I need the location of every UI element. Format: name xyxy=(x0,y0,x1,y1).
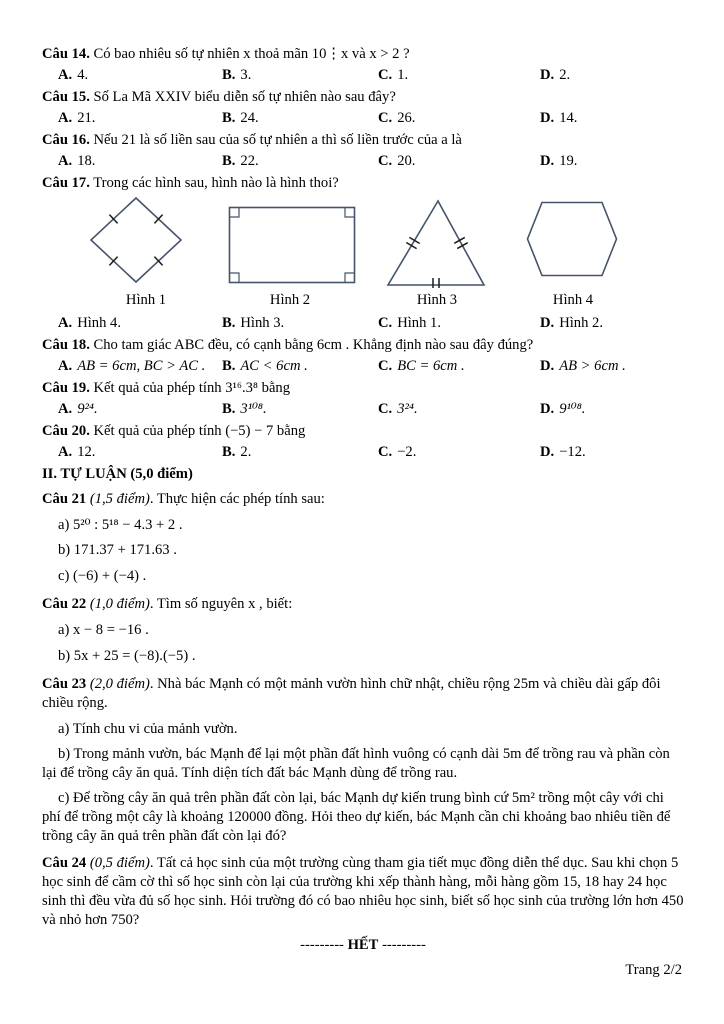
option-value: 4. xyxy=(77,66,89,83)
option-b xyxy=(222,66,378,85)
option-letter: C. xyxy=(378,400,393,417)
option-value: 14. xyxy=(559,109,578,126)
question-label: Câu 24 xyxy=(42,855,87,872)
part-22b: b) 5x + 25 = (−8).(−5) . xyxy=(58,648,196,665)
end-label: HẾT xyxy=(347,936,379,953)
option-value: Hình 4. xyxy=(77,314,121,331)
option-value: 21. xyxy=(77,109,96,126)
option-letter: D. xyxy=(540,66,555,83)
option-value: 9¹⁰⁸. xyxy=(559,400,586,417)
option-b xyxy=(222,400,378,419)
option-letter: C. xyxy=(378,314,393,331)
question-text: Kết quả của phép tính 3¹⁶.3⁸ bằng xyxy=(93,379,291,396)
option-b xyxy=(222,109,378,128)
option-a xyxy=(58,314,222,333)
options-cau-19 xyxy=(42,400,684,419)
options-cau-17 xyxy=(42,314,684,333)
part-21c: c) (−6) + (−4) . xyxy=(58,568,147,585)
option-value: AB = 6cm, BC > AC . xyxy=(77,357,206,374)
question-points: (1,5 điểm) xyxy=(89,490,150,507)
option-letter: D. xyxy=(540,400,555,417)
option-a xyxy=(58,443,222,462)
option-value: BC = 6cm . xyxy=(397,357,465,374)
option-value: Hình 2. xyxy=(559,314,603,331)
question-cau-24 xyxy=(42,854,684,930)
figures-row xyxy=(42,194,684,312)
rectangle-figure xyxy=(228,206,356,284)
option-d xyxy=(540,314,684,333)
option-letter: B. xyxy=(222,443,236,460)
option-letter: C. xyxy=(378,357,393,374)
part-22a: a) x − 8 = −16 . xyxy=(58,622,149,639)
question-label: Câu 17. xyxy=(42,174,90,191)
question-text: Có bao nhiêu số tự nhiên x thoả mãn 10⋮x và x > 2 ? xyxy=(93,46,410,62)
option-value: 22. xyxy=(240,152,259,169)
question-text: Nếu 21 là số liền sau của số tự nhiên a thì số liền trước của a là xyxy=(93,131,462,148)
question-label: Câu 18. xyxy=(42,336,90,353)
part-21a: a) 5²⁰ : 5¹⁸ − 4.3 + 2 . xyxy=(58,516,183,533)
question-cau-22 xyxy=(42,595,684,614)
option-letter: A. xyxy=(58,66,73,83)
option-c xyxy=(378,66,540,85)
question-text: Số La Mã XXIV biểu diễn số tự nhiên nào sau đây? xyxy=(93,88,396,105)
question-cau-18 xyxy=(42,336,684,355)
option-letter: B. xyxy=(222,314,236,331)
option-d xyxy=(540,66,684,85)
question-cau-15 xyxy=(42,88,684,107)
question-label: Câu 16. xyxy=(42,131,90,148)
triangle-figure xyxy=(384,198,488,288)
figure-label-1: Hình 1 xyxy=(125,291,167,308)
option-c xyxy=(378,443,540,462)
rhombus-figure xyxy=(88,196,184,284)
option-a xyxy=(58,400,222,419)
question-cau-20 xyxy=(42,422,684,441)
option-letter: D. xyxy=(540,443,555,460)
question-points: (0,5 điểm) xyxy=(89,855,150,872)
option-a xyxy=(58,357,222,376)
figure-label-3: Hình 3 xyxy=(416,291,458,308)
options-cau-14 xyxy=(42,66,684,85)
option-letter: A. xyxy=(58,152,73,169)
section-2-title: II. TỰ LUẬN (5,0 điểm) xyxy=(42,465,193,482)
option-b xyxy=(222,152,378,171)
option-c xyxy=(378,109,540,128)
options-cau-16 xyxy=(42,152,684,171)
question-text: Trong các hình sau, hình nào là hình thoi? xyxy=(93,174,339,191)
hexagon-figure xyxy=(526,201,618,277)
option-value: 1. xyxy=(397,66,409,83)
part-23b: b) Trong mảnh vườn, bác Mạnh để lại một phần đất hình vuông có cạnh dài 5m để trồng rau và phần còn lại để trồng cây ăn quả. Tính diện tích đất bác Mạnh dùng để trồng rau. xyxy=(42,746,670,782)
option-c xyxy=(378,357,540,376)
question-cau-14 xyxy=(42,45,684,64)
end-dashes-left: --------- xyxy=(300,936,344,953)
option-d xyxy=(540,152,684,171)
question-points: (1,0 điểm) xyxy=(89,596,150,613)
option-value: 2. xyxy=(559,66,571,83)
page-number: Trang 2/2 xyxy=(625,962,682,978)
option-value: Hình 1. xyxy=(397,314,441,331)
option-letter: B. xyxy=(222,400,236,417)
option-value: 3²⁴. xyxy=(397,400,418,417)
option-value: 20. xyxy=(397,152,416,169)
option-value: AC < 6cm . xyxy=(240,357,308,374)
options-cau-20 xyxy=(42,443,684,462)
question-cau-21 xyxy=(42,490,684,509)
question-label: Câu 14. xyxy=(42,46,90,62)
option-value: 24. xyxy=(240,109,259,126)
option-letter: D. xyxy=(540,152,555,169)
option-value: Hình 3. xyxy=(240,314,285,331)
option-letter: B. xyxy=(222,109,236,126)
question-label: Câu 15. xyxy=(42,88,90,105)
option-value: 9²⁴. xyxy=(77,400,98,417)
question-cau-16 xyxy=(42,131,684,150)
option-value: 3¹⁰⁸. xyxy=(240,400,267,417)
option-letter: C. xyxy=(378,109,393,126)
end-dashes-right: --------- xyxy=(382,936,426,953)
part-23c: c) Để trồng cây ăn quả trên phần đất còn lại, bác Mạnh dự kiến trung bình cứ 5m² trồng một cây với chi phí để trồng một cây là khoảng 120000 đồng. Hỏi theo dự kiến, bác Mạnh cần chi khoảng bao nhiêu tiền để trồng cây ăn quả trên phần đất còn lại đó? xyxy=(42,790,671,845)
question-label: Câu 22 xyxy=(42,596,87,613)
question-text: . Tất cả học sinh của một trường cùng tham gia tiết mục đồng diễn thể dục. Sau khi chọn 5 học sinh để cầm cờ thì số học sinh còn lại của trường khi xếp thành hàng, mỗi hàng gồm 15, 18 hay 24 học sinh thì đều vừa đủ số học sinh. Hỏi trường đó có bao nhiêu học sinh, biết số học sinh của trường lớn hơn 450 và nhỏ hơn 750? xyxy=(42,855,684,928)
option-value: 26. xyxy=(397,109,416,126)
option-d xyxy=(540,443,684,462)
option-b xyxy=(222,314,378,333)
question-text: Cho tam giác ABC đều, có cạnh bằng 6cm . Khẳng định nào sau đây đúng? xyxy=(93,336,534,353)
option-value: 19. xyxy=(559,152,578,169)
option-letter: D. xyxy=(540,357,555,374)
option-letter: D. xyxy=(540,314,555,331)
question-points: (2,0 điểm) xyxy=(89,676,150,693)
option-letter: A. xyxy=(58,443,73,460)
option-letter: C. xyxy=(378,443,393,460)
option-c xyxy=(378,314,540,333)
option-letter: B. xyxy=(222,152,236,169)
option-value: 12. xyxy=(77,443,96,460)
part-23a: a) Tính chu vi của mảnh vườn. xyxy=(58,721,238,738)
question-label: Câu 21 xyxy=(42,490,87,507)
question-cau-17 xyxy=(42,174,684,193)
option-a xyxy=(58,152,222,171)
option-value: 2. xyxy=(240,443,252,460)
option-c xyxy=(378,152,540,171)
option-value: −2. xyxy=(397,443,417,460)
option-letter: A. xyxy=(58,357,73,374)
question-text: . Nhà bác Mạnh có một mảnh vườn hình chữ nhật, chiều rộng 25m và chiều dài gấp đôi chiều rộng. xyxy=(42,676,661,712)
option-value: AB > 6cm . xyxy=(559,357,626,374)
question-label: Câu 19. xyxy=(42,379,90,396)
options-cau-15 xyxy=(42,109,684,128)
question-label: Câu 20. xyxy=(42,422,90,439)
option-d xyxy=(540,109,684,128)
question-text: . Thực hiện các phép tính sau: xyxy=(149,490,325,507)
question-cau-19 xyxy=(42,379,684,398)
option-letter: A. xyxy=(58,314,73,331)
option-value: −12. xyxy=(559,443,586,460)
option-d xyxy=(540,400,684,419)
option-b xyxy=(222,357,378,376)
question-cau-23 xyxy=(42,675,684,713)
option-letter: C. xyxy=(378,152,393,169)
option-letter: D. xyxy=(540,109,555,126)
option-value: 3. xyxy=(240,66,252,83)
question-text: . Tìm số nguyên x , biết: xyxy=(149,596,293,613)
question-label: Câu 23 xyxy=(42,676,87,693)
option-letter: A. xyxy=(58,109,73,126)
end-marker xyxy=(42,936,684,955)
option-letter: C. xyxy=(378,66,393,83)
options-cau-18 xyxy=(42,357,684,376)
option-c xyxy=(378,400,540,419)
option-b xyxy=(222,443,378,462)
figure-label-4: Hình 4 xyxy=(552,291,594,308)
part-21b: b) 171.37 + 171.63 . xyxy=(58,542,177,559)
option-letter: B. xyxy=(222,66,236,83)
figure-label-2: Hình 2 xyxy=(269,291,311,308)
question-text: Kết quả của phép tính (−5) − 7 bằng xyxy=(93,422,306,439)
option-letter: B. xyxy=(222,357,236,374)
option-d xyxy=(540,357,684,376)
option-a xyxy=(58,109,222,128)
option-letter: A. xyxy=(58,400,73,417)
option-value: 18. xyxy=(77,152,96,169)
option-a xyxy=(58,66,222,85)
